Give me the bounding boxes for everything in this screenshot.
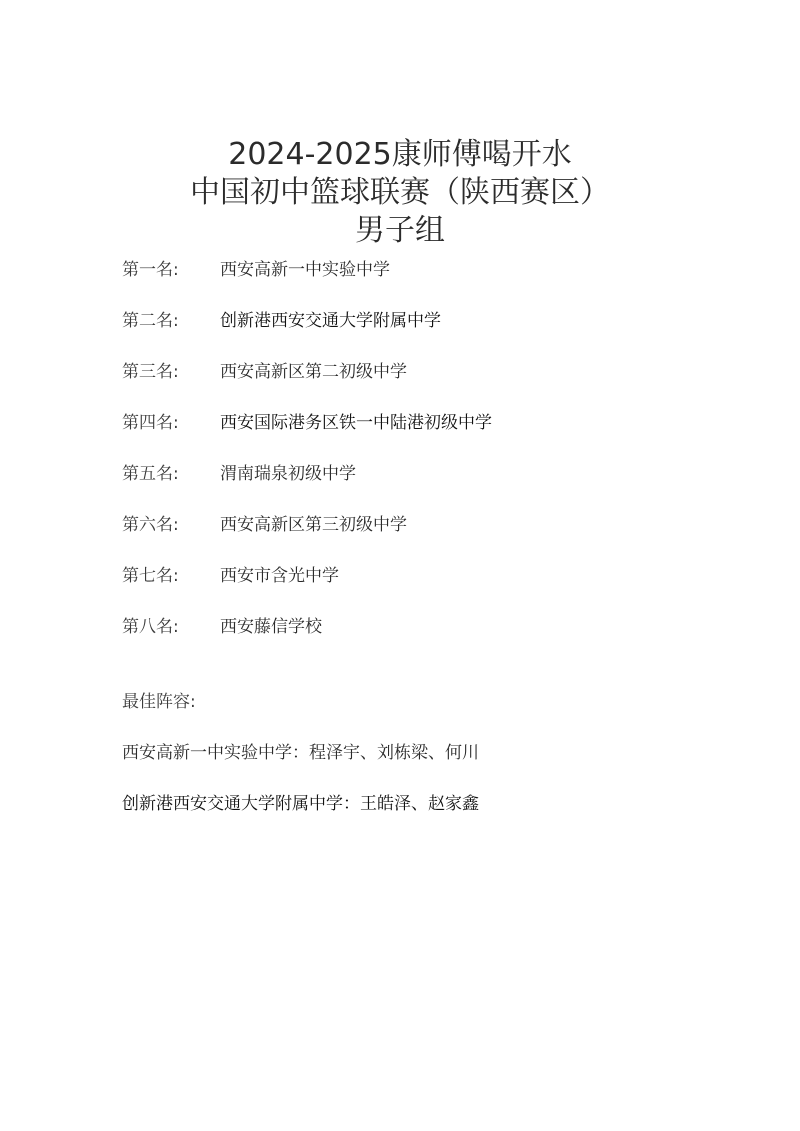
rank-school: 西安国际港务区铁一中陆港初级中学 [220, 413, 492, 433]
rank-label: 第八名: [122, 617, 179, 637]
title-line-2: 中国初中篮球联赛（陕西赛区） [190, 175, 610, 210]
rank-label: 第四名: [122, 413, 179, 433]
rank-label: 第五名: [122, 464, 179, 484]
ranking-row-2 [122, 309, 492, 360]
rank-school: 创新港西安交通大学附属中学 [220, 311, 441, 331]
rank-label: 第一名: [122, 260, 179, 280]
title-line-3: 男子组 [355, 213, 445, 248]
rank-label: 第六名: [122, 515, 179, 535]
best-lineup-section [122, 690, 479, 843]
ranking-row-1 [122, 258, 492, 309]
best-lineup-heading: 最佳阵容: [122, 692, 196, 712]
ranking-row-8 [122, 615, 492, 666]
rank-school: 西安高新区第二初级中学 [220, 362, 407, 382]
rank-school: 西安高新区第三初级中学 [220, 515, 407, 535]
ranking-row-7 [122, 564, 492, 615]
rank-school: 西安市含光中学 [220, 566, 339, 586]
rank-label: 第三名: [122, 362, 179, 382]
title-line-1: 2024-2025康师傅喝开水 [228, 137, 572, 172]
ranking-row-4 [122, 411, 492, 462]
best-lineup-entry: 西安高新一中实验中学：程泽宇、刘栋梁、何川 [122, 743, 479, 763]
ranking-list [122, 258, 492, 666]
rank-school: 西安高新一中实验中学 [220, 260, 390, 280]
ranking-row-5 [122, 462, 492, 513]
rank-label: 第二名: [122, 311, 179, 331]
best-lineup-entry: 创新港西安交通大学附属中学：王皓泽、赵家鑫 [122, 794, 479, 814]
ranking-row-3 [122, 360, 492, 411]
rank-label: 第七名: [122, 566, 179, 586]
rank-school: 西安藤信学校 [220, 617, 322, 637]
document-title [0, 136, 800, 250]
ranking-row-6 [122, 513, 492, 564]
rank-school: 渭南瑞泉初级中学 [220, 464, 356, 484]
